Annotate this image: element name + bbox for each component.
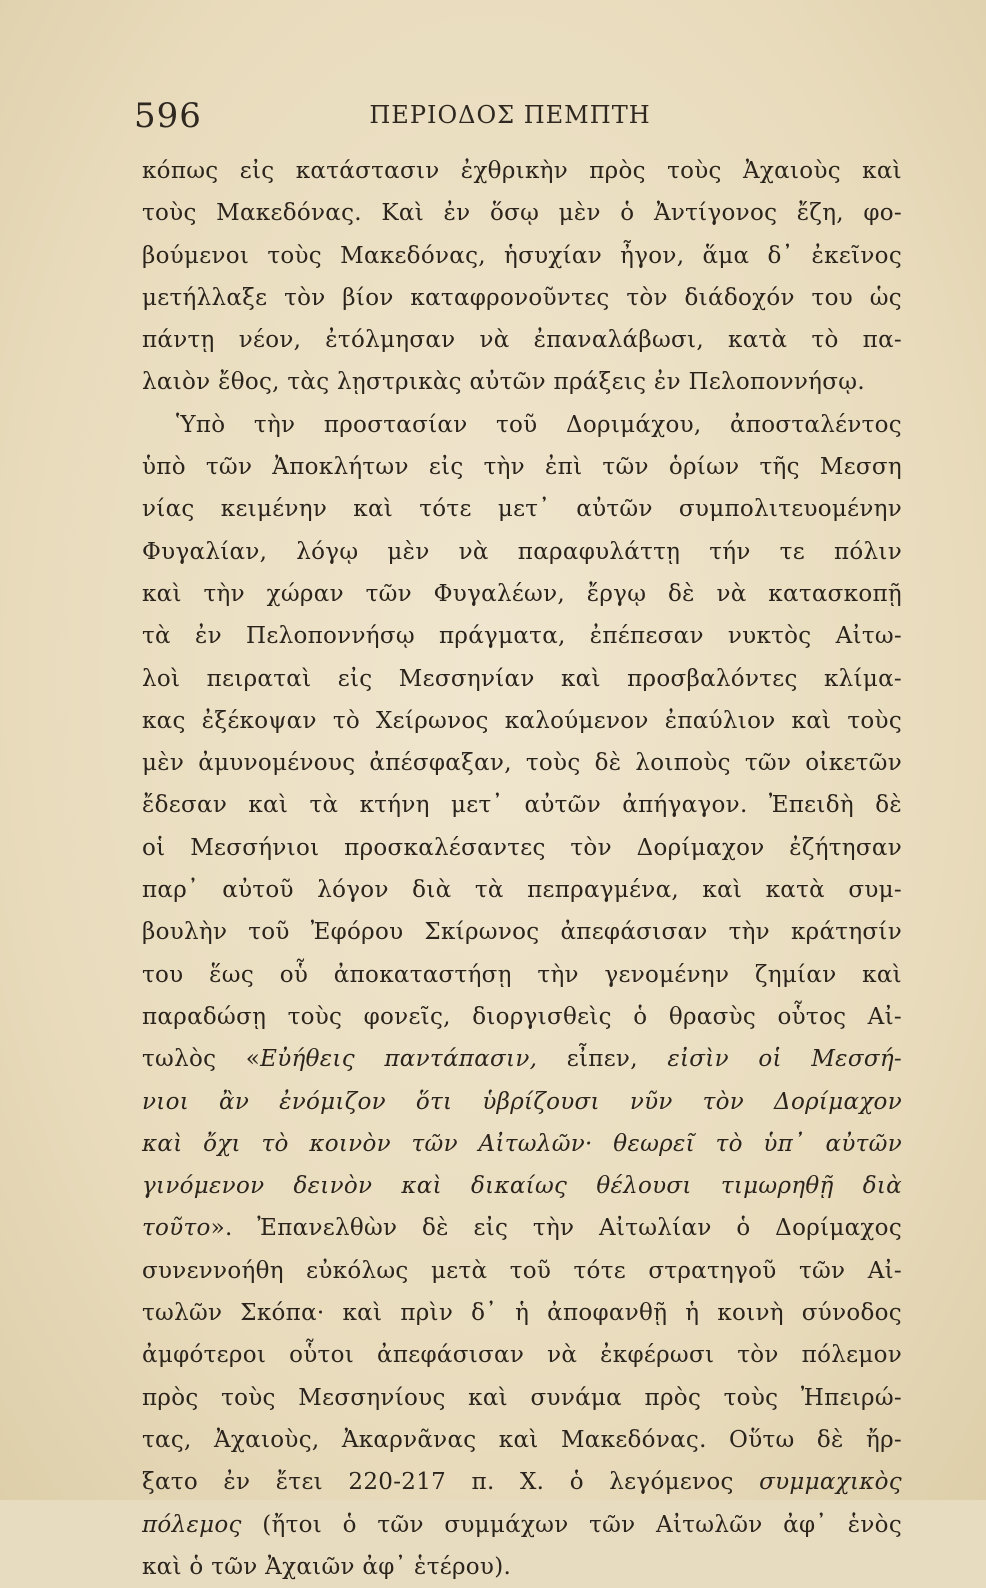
text-segment: τοὺς Μακεδόνας. Καὶ ἐν ὅσῳ μὲν ὁ Ἀντίγονος ἔζη, φο- — [142, 200, 902, 227]
text-segment: ἔδεσαν καὶ τὰ κτήνη μετ᾽ αὐτῶν ἀπήγαγον. Ἐπειδὴ δὲ — [142, 792, 902, 819]
text-line — [142, 192, 902, 234]
italic-text: νιοι ἂν ἐνόμιζον ὅτι ὑβρίζουσι νῦν τὸν Δορίμαχον — [142, 1088, 902, 1115]
text-line — [142, 361, 902, 403]
italic-text: πόλεμος — [142, 1511, 242, 1538]
text-line — [142, 1546, 902, 1588]
text-line — [142, 531, 902, 573]
text-line — [142, 488, 902, 530]
text-line — [142, 277, 902, 319]
text-segment: λαιὸν ἔθος, τὰς λῃστρικὰς αὐτῶν πράξεις ἐν Πελοποννήσῳ. — [142, 369, 865, 396]
text-segment: βουλὴν τοῦ Ἐφόρου Σκίρωνος ἀπεφάσισαν τὴν κράτησίν — [142, 919, 902, 946]
text-line — [142, 1504, 902, 1546]
text-segment: οἱ Μεσσήνιοι προσκαλέσαντες τὸν Δορίμαχον ἐζήτησαν — [142, 834, 902, 861]
text-segment: Ὑπὸ τὴν προστασίαν τοῦ Δοριμάχου, ἀποσταλέντος — [176, 411, 902, 438]
text-segment: ». Ἐπανελθὼν δὲ εἰς τὴν Αἰτωλίαν ὁ Δορίμαχος — [210, 1215, 902, 1242]
text-line — [142, 869, 902, 911]
text-line — [142, 150, 902, 192]
text-segment: εἶπεν, — [537, 1046, 668, 1073]
text-segment: τωλῶν Σκόπα· καὶ πρὶν δ᾽ ἡ ἀποφανθῇ ἡ κοινὴ σύνοδος — [142, 1300, 902, 1327]
text-segment: καὶ ὁ τῶν Ἀχαιῶν ἀφ᾽ ἑτέρου). — [142, 1553, 512, 1580]
italic-text: συμμαχικὸς — [759, 1469, 902, 1496]
text-segment: τας, Ἀχαιοὺς, Ἀκαρνᾶνας καὶ Μακεδόνας. Οὕτω δὲ ἤρ- — [142, 1426, 902, 1453]
text-segment: κόπως εἰς κατάστασιν ἐχθρικὴν πρὸς τοὺς Ἀχαιοὺς καὶ — [142, 158, 902, 184]
text-line — [142, 996, 902, 1038]
text-line — [142, 1292, 902, 1334]
text-segment: πάντῃ νέον, ἐτόλμησαν νὰ ἐπαναλάβωσι, κατὰ τὸ πα- — [142, 327, 902, 354]
italic-text: εἰσὶν οἱ Μεσσή- — [667, 1046, 902, 1073]
text-segment: παραδώσῃ τοὺς φονεῖς, διοργισθεὶς ὁ θρασὺς οὗτος Αἰ- — [142, 1003, 902, 1030]
text-line — [142, 446, 902, 488]
text-segment: παρ᾽ αὐτοῦ λόγον διὰ τὰ πεπραγμένα, καὶ κατὰ συμ- — [142, 877, 902, 904]
text-segment: νίας κειμένην καὶ τότε μετ᾽ αὐτῶν συμπολιτευομένην — [142, 496, 902, 523]
text-line — [142, 615, 902, 657]
text-segment: συνεννοήθη εὐκόλως μετὰ τοῦ τότε στρατηγοῦ τῶν Αἰ- — [142, 1257, 902, 1284]
text-line — [142, 1419, 902, 1461]
text-segment: μετήλλαξε τὸν βίον καταφρονοῦντες τὸν διάδοχόν του ὡς — [142, 284, 902, 311]
text-segment: λοὶ πειραταὶ εἰς Μεσσηνίαν καὶ προσβαλόντες κλίμα- — [142, 665, 902, 692]
text-line — [142, 954, 902, 996]
text-line — [142, 1038, 902, 1080]
text-segment: καὶ τὴν χώραν τῶν Φυγαλέων, ἔργῳ δὲ νὰ κατασκοπῇ — [142, 580, 902, 607]
text-line — [142, 1334, 902, 1376]
text-line — [142, 404, 902, 446]
text-line — [142, 742, 902, 784]
text-segment: πρὸς τοὺς Μεσσηνίους καὶ συνάμα πρὸς τοὺς Ἠπειρώ- — [142, 1384, 902, 1411]
text-line — [142, 784, 902, 826]
body-text — [142, 150, 902, 1588]
text-line — [142, 911, 902, 953]
text-segment: ξατο ἐν ἔτει 220-217 π. Χ. ὁ λεγόμενος — [142, 1469, 760, 1496]
text-line — [142, 827, 902, 869]
text-segment: του ἕως οὗ ἀποκαταστήσῃ τὴν γενομένην ζημίαν καὶ — [142, 961, 902, 988]
italic-text: γινόμενον δεινὸν καὶ δικαίως θέλουσι τιμωρηθῇ διὰ — [142, 1173, 902, 1200]
running-title: ΠΕΡΙΟΔΟΣ ΠΕΜΠΤΗ — [369, 101, 651, 129]
text-line — [142, 573, 902, 615]
text-line — [142, 658, 902, 700]
text-segment: (ἤτοι ὁ τῶν συμμάχων τῶν Αἰτωλῶν ἀφ᾽ ἑνὸς — [241, 1511, 902, 1538]
text-line — [142, 700, 902, 742]
text-segment: ἀμφότεροι οὗτοι ἀπεφάσισαν νὰ ἐκφέρωσι τὸν πόλεμον — [142, 1342, 902, 1369]
text-line — [142, 1081, 902, 1123]
page-number: 596 — [134, 96, 202, 136]
text-line — [142, 235, 902, 277]
text-segment: τωλὸς « — [142, 1046, 261, 1073]
text-line — [142, 319, 902, 361]
text-segment: τὰ ἐν Πελοποννήσῳ πράγματα, ἐπέπεσαν νυκτὸς Αἰτω- — [142, 623, 902, 650]
text-line — [142, 1250, 902, 1292]
text-segment: κας ἐξέκοψαν τὸ Χείρωνος καλούμενον ἐπαύλιον καὶ τοὺς — [142, 707, 902, 734]
text-line — [142, 1207, 902, 1249]
italic-text: καὶ ὄχι τὸ κοινὸν τῶν Αἰτωλῶν· θεωρεῖ τὸ ὑπ᾽ αὐτῶν — [142, 1130, 902, 1157]
text-segment: βούμενοι τοὺς Μακεδόνας, ἡσυχίαν ἦγον, ἅμα δ᾽ ἐκεῖνος — [142, 242, 902, 269]
text-segment: ὑπὸ τῶν Ἀποκλήτων εἰς τὴν ἐπὶ τῶν ὁρίων τῆς Μεσση — [142, 454, 902, 481]
text-segment: μὲν ἀμυνομένους ἀπέσφαξαν, τοὺς δὲ λοιποὺς τῶν οἰκετῶν — [142, 750, 902, 777]
text-segment: Φυγαλίαν, λόγῳ μὲν νὰ παραφυλάττῃ τήν τε πόλιν — [142, 538, 902, 565]
text-line — [142, 1461, 902, 1503]
text-line — [142, 1123, 902, 1165]
italic-text: τοῦτο — [142, 1215, 211, 1242]
page-header — [132, 96, 892, 140]
text-line — [142, 1377, 902, 1419]
italic-text: Εὐήθεις παντάπασιν, — [260, 1046, 538, 1073]
text-line — [142, 1165, 902, 1207]
